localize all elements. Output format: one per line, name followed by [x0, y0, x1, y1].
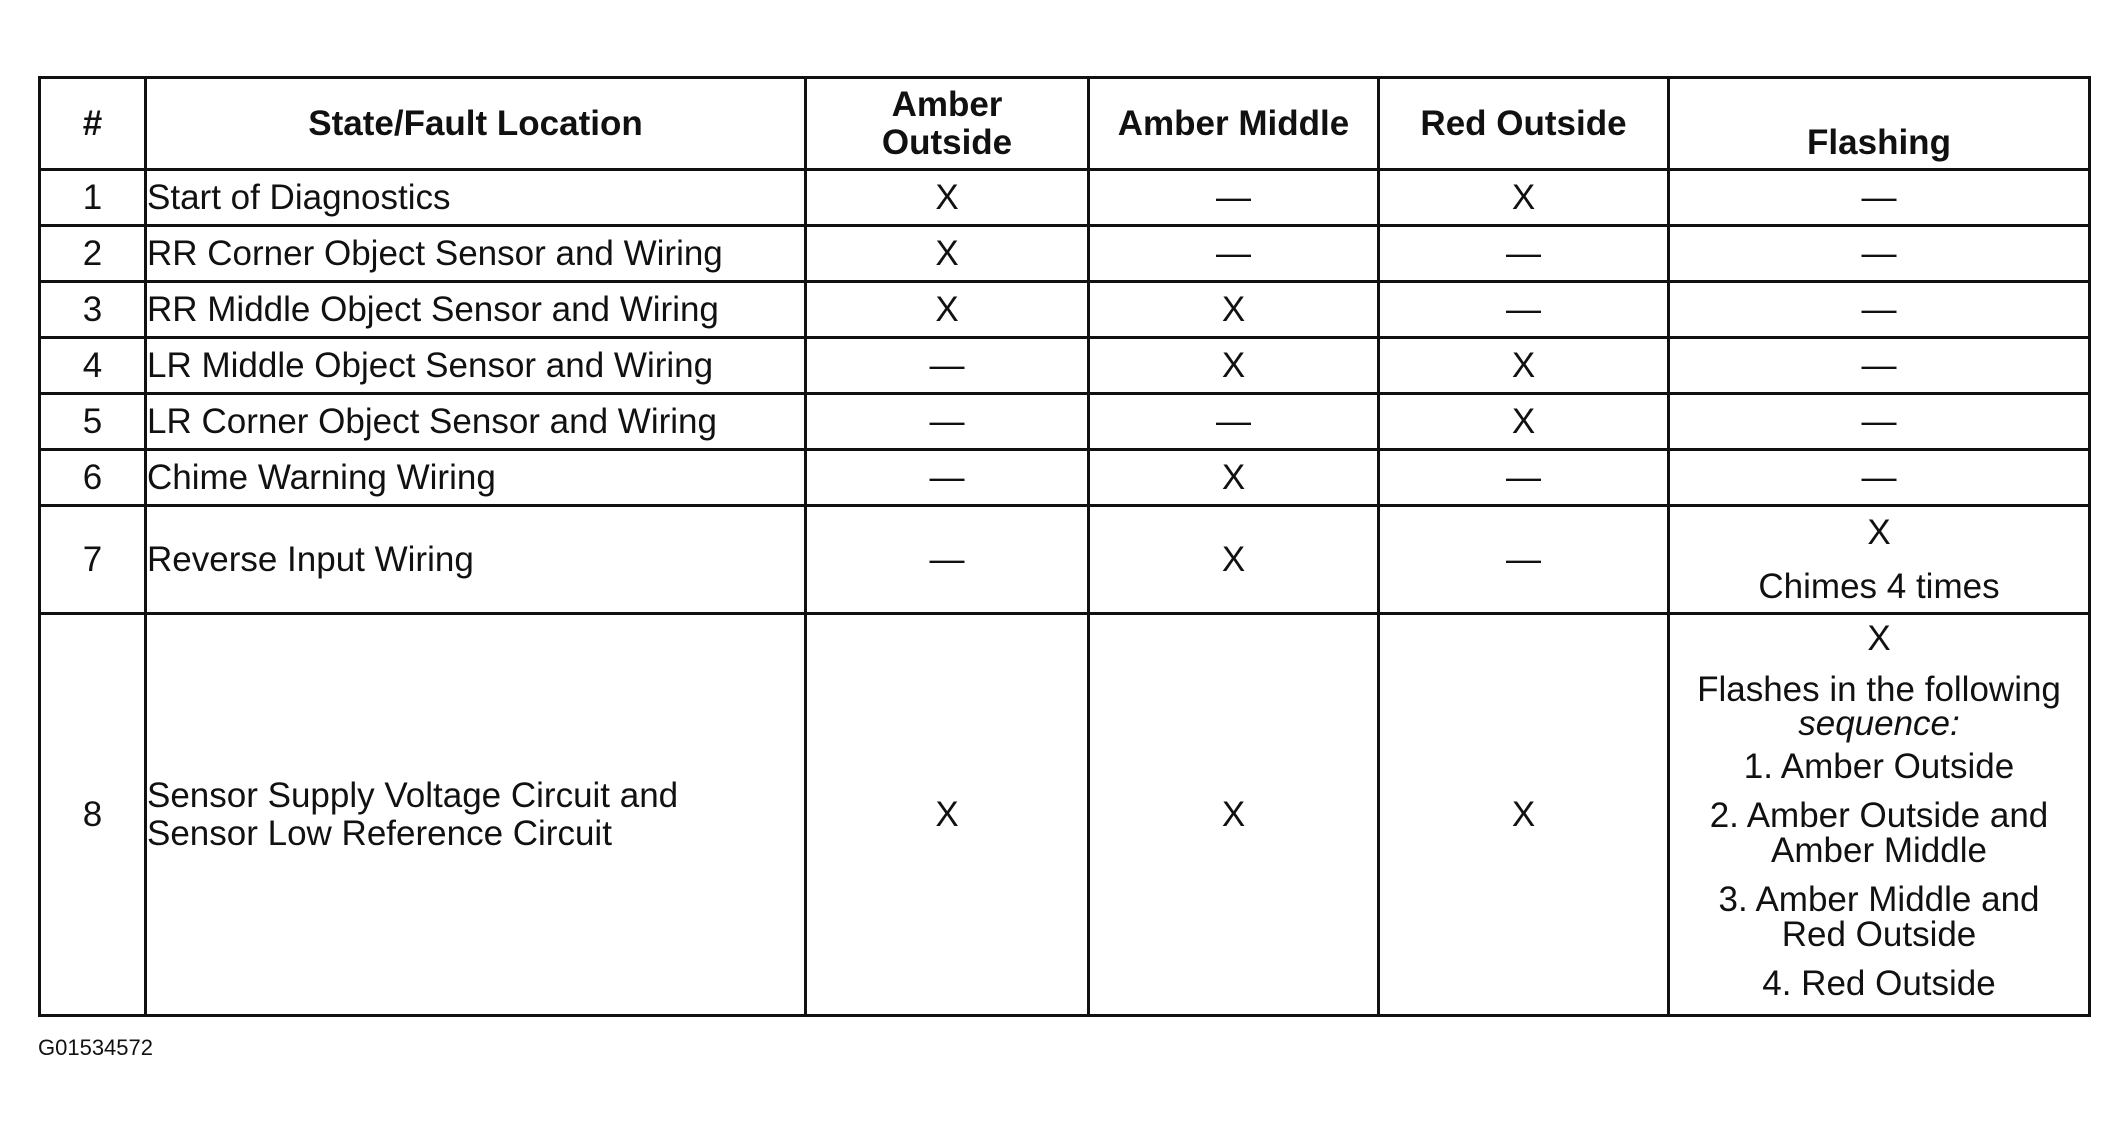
row-amber-outside: X: [806, 170, 1089, 226]
sequence-step: 3. Amber Middle and Red Outside: [1718, 880, 2040, 954]
row-red-outside: —: [1379, 506, 1669, 614]
table-row: [40, 338, 2090, 394]
table-row: [40, 170, 2090, 226]
table-row: [40, 226, 2090, 282]
sequence-step: 2. Amber Outside and Amber Middle: [1709, 796, 2049, 870]
row-flashing: —: [1669, 170, 2090, 226]
flashing-intro: [1670, 670, 2088, 743]
row-flashing: —: [1669, 450, 2090, 506]
row-number: 7: [40, 506, 146, 614]
row-flashing: X: [1867, 619, 1891, 658]
row-red-outside: X: [1379, 394, 1669, 450]
row-amber-middle: —: [1089, 394, 1379, 450]
flashing-intro-text: Flashes in the following: [1697, 670, 2061, 709]
row-amber-middle: X: [1089, 338, 1379, 394]
row-amber-middle: X: [1089, 506, 1379, 614]
row-amber-outside: X: [806, 282, 1089, 338]
row-amber-middle: X: [1089, 450, 1379, 506]
row-flashing-cell: [1669, 506, 2090, 614]
row-red-outside: X: [1379, 614, 1669, 1016]
flashing-intro-emphasis: sequence:: [1798, 704, 1960, 743]
row-amber-outside: X: [806, 614, 1089, 1016]
header-amber-middle: Amber Middle: [1089, 78, 1379, 170]
row-location: LR Corner Object Sensor and Wiring: [146, 394, 806, 450]
row-location: Sensor Supply Voltage Circuit and Sensor Low Reference Circuit: [146, 614, 806, 1016]
row-flashing: —: [1669, 282, 2090, 338]
row-amber-middle: X: [1089, 614, 1379, 1016]
row-amber-outside: —: [806, 394, 1089, 450]
row-number: 6: [40, 450, 146, 506]
row-red-outside: —: [1379, 226, 1669, 282]
figure-code: G01534572: [38, 1035, 153, 1060]
row-amber-middle: —: [1089, 170, 1379, 226]
row-flashing: —: [1669, 394, 2090, 450]
flashing-note: Chimes 4 times: [1758, 566, 2000, 606]
header-location: State/Fault Location: [146, 78, 806, 170]
table-row: [40, 282, 2090, 338]
row-amber-middle: —: [1089, 226, 1379, 282]
row-number: 4: [40, 338, 146, 394]
row-location: Chime Warning Wiring: [146, 450, 806, 506]
row-location: RR Middle Object Sensor and Wiring: [146, 282, 806, 338]
row-red-outside: —: [1379, 450, 1669, 506]
row-flashing: —: [1669, 226, 2090, 282]
sequence-step: 4. Red Outside: [1762, 964, 1996, 1003]
row-amber-outside: —: [806, 506, 1089, 614]
table-row: [40, 450, 2090, 506]
row-amber-outside: —: [806, 450, 1089, 506]
header-flashing: Flashing: [1669, 78, 2090, 170]
row-location: LR Middle Object Sensor and Wiring: [146, 338, 806, 394]
row-flashing: —: [1669, 338, 2090, 394]
table-row: [40, 506, 2090, 614]
row-flashing-cell: [1669, 614, 2090, 1016]
row-red-outside: X: [1379, 338, 1669, 394]
header-amber-outside: Amber Outside: [806, 78, 1089, 170]
row-flashing: X: [1867, 512, 1891, 552]
row-amber-middle: X: [1089, 282, 1379, 338]
table-row: [40, 614, 2090, 1016]
row-red-outside: X: [1379, 170, 1669, 226]
row-number: 2: [40, 226, 146, 282]
row-location: Start of Diagnostics: [146, 170, 806, 226]
header-num: #: [40, 78, 146, 170]
sequence-step: 1. Amber Outside: [1743, 747, 2015, 786]
row-amber-outside: —: [806, 338, 1089, 394]
table-row: [40, 394, 2090, 450]
row-amber-outside: X: [806, 226, 1089, 282]
row-number: 3: [40, 282, 146, 338]
row-number: 8: [40, 614, 146, 1016]
flashing-sequence: [1670, 749, 2088, 1001]
row-location: Reverse Input Wiring: [146, 506, 806, 614]
row-number: 5: [40, 394, 146, 450]
row-number: 1: [40, 170, 146, 226]
header-row: [40, 78, 2090, 170]
row-location: RR Corner Object Sensor and Wiring: [146, 226, 806, 282]
diagnostic-table: [38, 76, 2091, 1017]
header-red-outside: Red Outside: [1379, 78, 1669, 170]
row-red-outside: —: [1379, 282, 1669, 338]
